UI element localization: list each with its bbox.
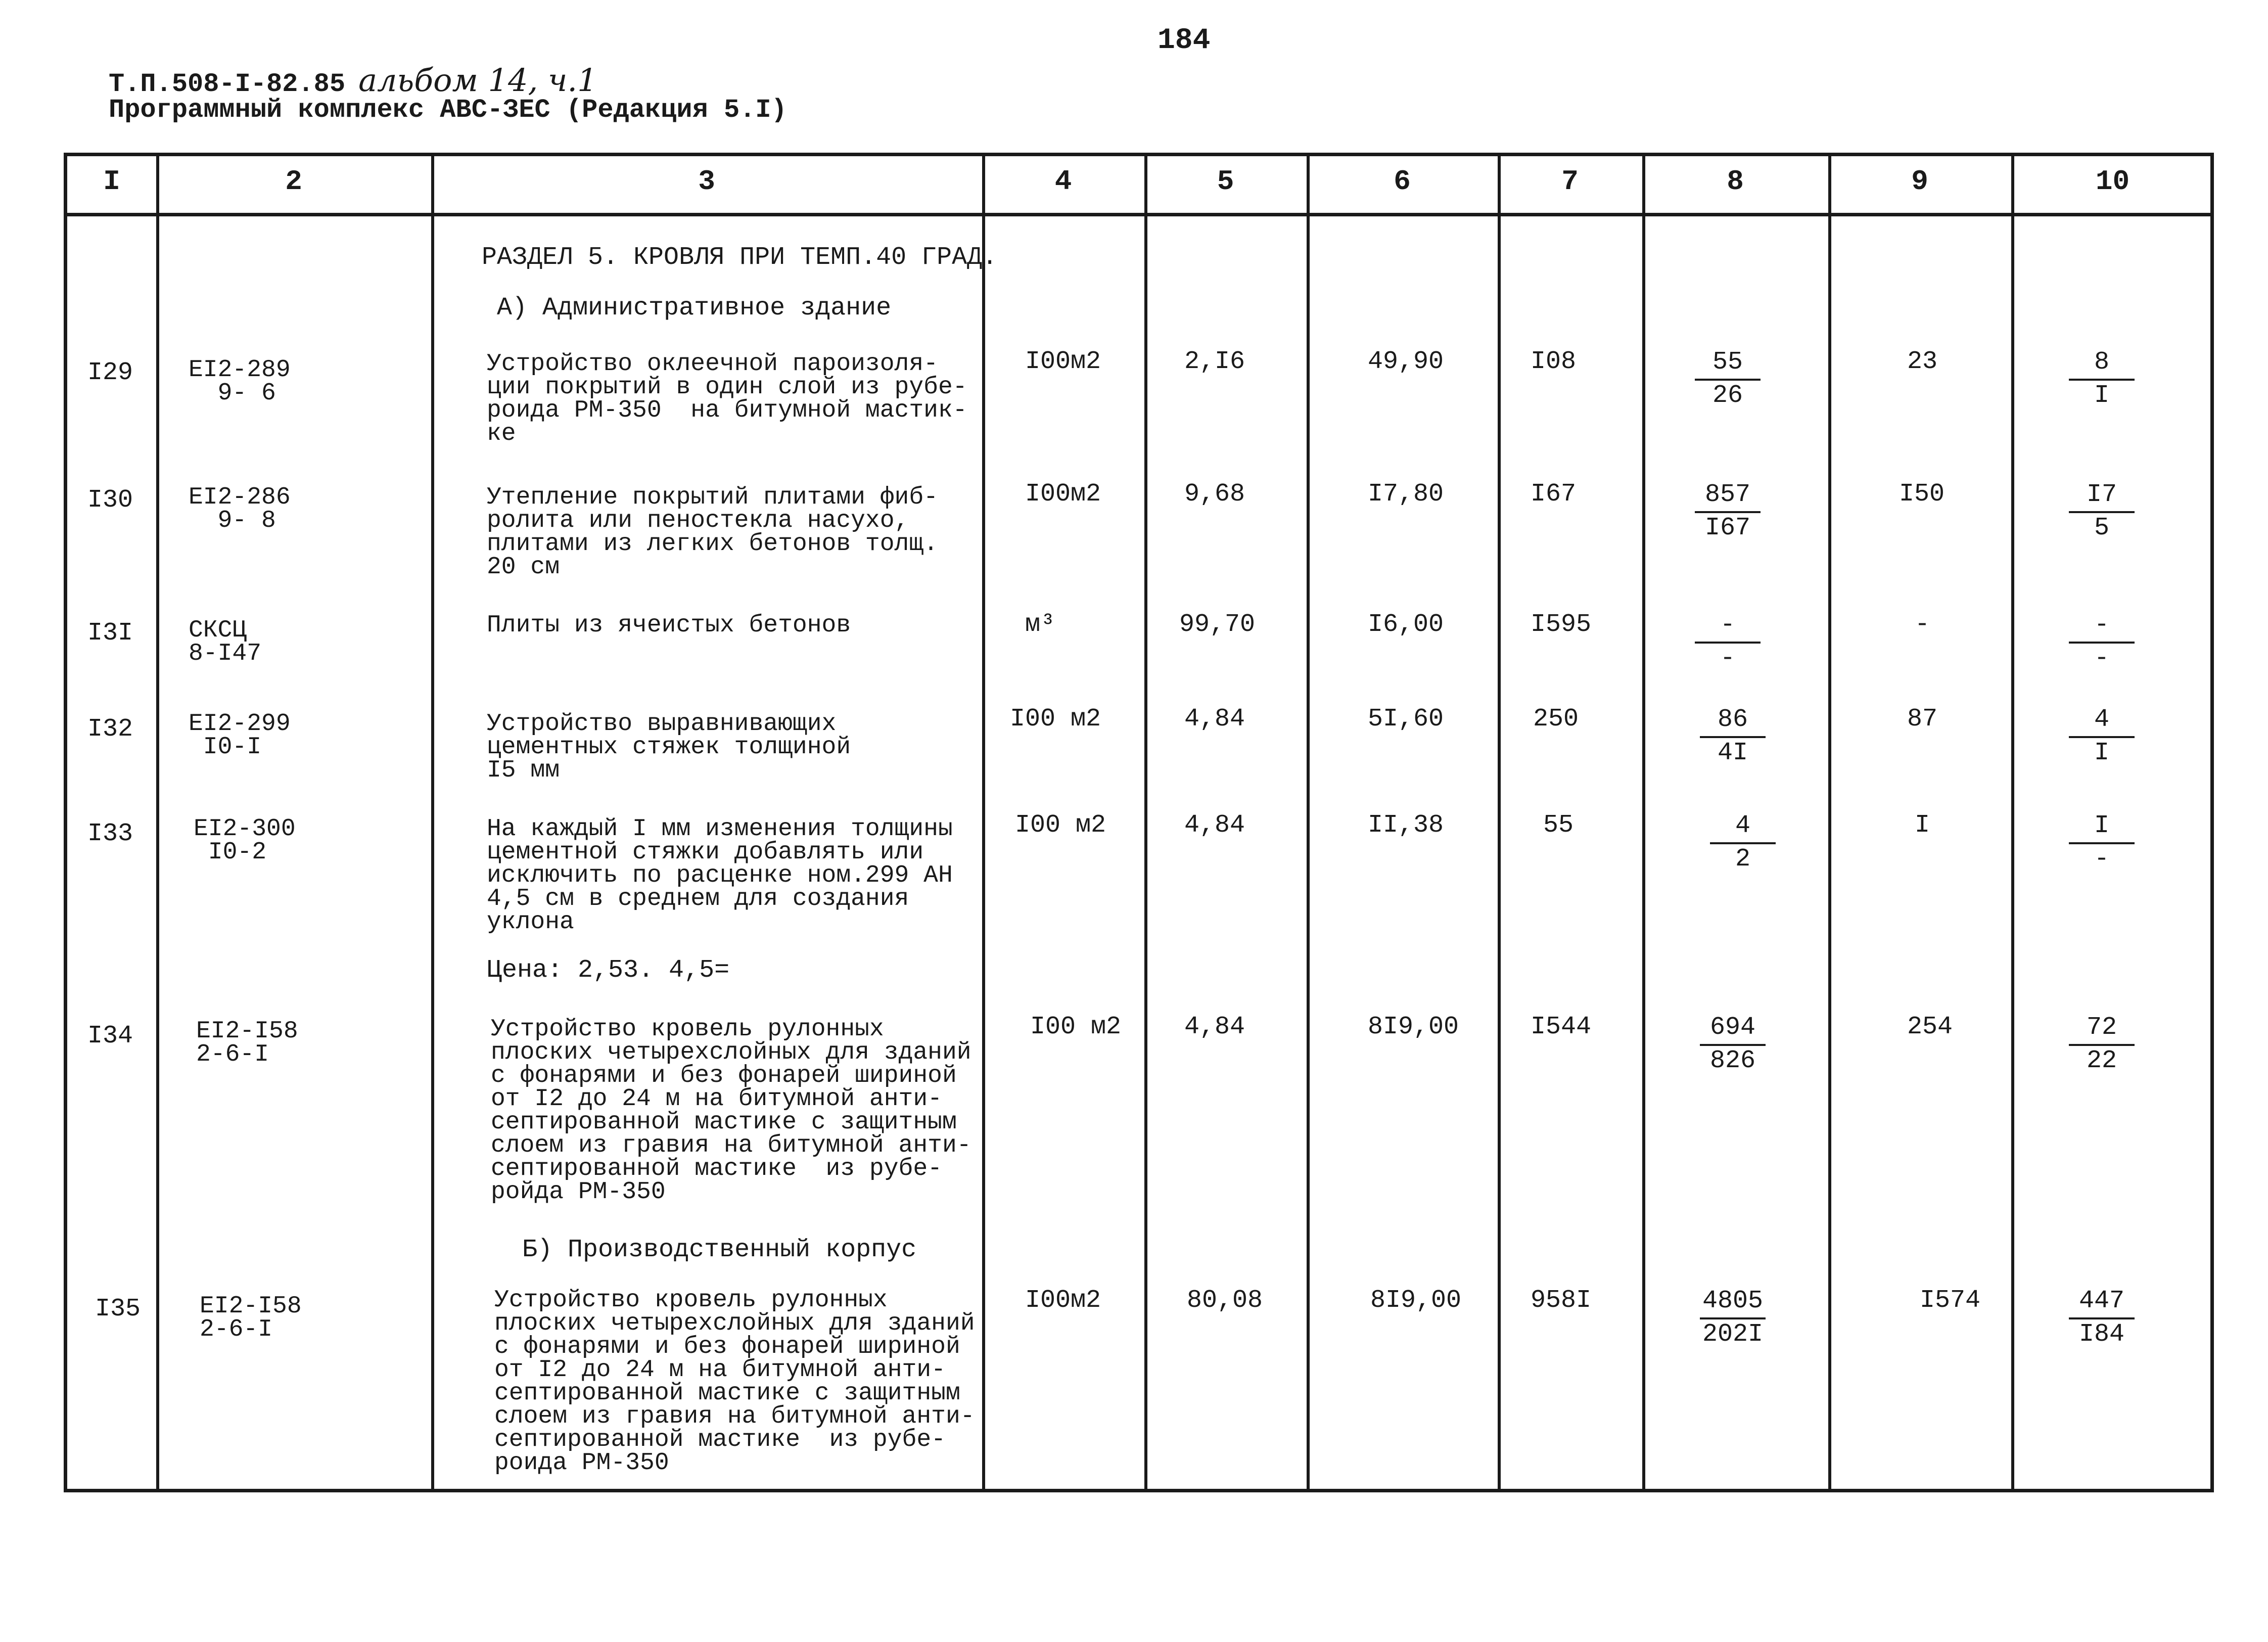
col10-fraction [2069,705,2135,768]
column-divider [1642,156,1645,1489]
total-cost: 250 [1533,705,1579,734]
col8-bottom: I67 [1704,514,1750,542]
unit: м³ [1025,610,1056,639]
column-header-3: 3 [698,165,715,198]
col10-bottom: - [2094,644,2109,673]
col8-fraction [1695,480,1761,543]
work-description: Утепление покрытий плитами фиб- ролита или пеностекла насухо, плитами из легких бетонов толщ. 20 см [487,484,938,581]
estimate-table [64,153,2214,1492]
col10-top: 72 [2069,1013,2135,1046]
work-description: На каждый I мм изменения толщины цементной стяжки добавлять или исключить по расценке ном.299 АН 4,5 см в среднем для создания уклона [487,815,953,936]
col10-bottom: 5 [2094,514,2109,542]
work-description: Устройство кровель рулонных плоских четырехслойных для зданий с фонарями и без фонарей шириной от I2 до 24 м на битумной анти- септированной мастике с защитным слоем из гравия на битумной анти- септированной мастике из рубе- ройда РМ-350 [491,1016,971,1206]
col8-fraction [1700,1013,1766,1076]
quantity: 4,84 [1184,705,1245,734]
rate-code: СКСЦ 8-I47 [189,617,262,667]
column-header-7: 7 [1561,165,1579,198]
column-header-2: 2 [285,165,302,198]
work-description: Устройство кровель рулонных плоских четырехслойных для зданий с фонарями и без фонарей шириной от I2 до 24 м на битумной анти- септированной мастике с защитным слоем из гравия на битумной анти- септированной мастике из рубе- роида РМ-350 [494,1287,975,1477]
column-header-1: I [103,165,120,198]
column-divider [1144,156,1147,1489]
col8-top: 4805 [1700,1286,1766,1319]
column-divider [1828,156,1831,1489]
row-number: I35 [95,1295,141,1324]
col8-top: 694 [1700,1013,1766,1046]
col9-value: 254 [1907,1013,1953,1041]
total-cost: 55 [1543,811,1574,840]
total-cost: I544 [1531,1013,1592,1041]
col10-top: 8 [2069,347,2135,381]
total-cost: I08 [1531,347,1577,376]
row-number: I32 [87,715,133,744]
col8-fraction [1695,347,1761,411]
col8-top: 86 [1700,705,1766,738]
quantity: 9,68 [1184,480,1245,509]
rate-code: EI2-299 I0-I [189,710,291,761]
col8-bottom: 826 [1709,1046,1755,1075]
col10-bottom: 22 [2086,1046,2117,1075]
col8-bottom: 26 [1712,381,1743,410]
rate-code: EI2-I58 2-6-I [196,1018,298,1068]
total-cost: I595 [1531,610,1592,639]
subsection-administrative: А) Административное здание [497,294,892,323]
unit-price: I7,80 [1368,480,1444,509]
col10-bottom: I [2094,739,2109,767]
quantity: 4,84 [1184,811,1245,840]
column-divider [1307,156,1310,1489]
column-header-5: 5 [1217,165,1234,198]
col10-fraction [2069,1286,2135,1350]
rate-code: EI2-286 9- 8 [189,484,291,534]
col8-fraction [1710,811,1776,875]
quantity: 4,84 [1184,1013,1245,1041]
col10-bottom: I [2094,381,2109,410]
col10-top: I7 [2069,480,2135,513]
col9-value: - [1915,610,1930,639]
unit-price: 5I,60 [1368,705,1444,734]
section-title: РАЗДЕЛ 5. КРОВЛЯ ПРИ ТЕМП.40 ГРАД. [482,243,998,272]
col8-bottom: 2 [1735,845,1750,874]
quantity: 80,08 [1187,1286,1263,1315]
work-description: Устройство оклеечной пароизоля- ции покрытий в один слой из рубе- роида РМ-350 на битумной мастик- ке [487,350,967,447]
col10-fraction [2069,347,2135,411]
column-divider [1498,156,1501,1489]
col8-fraction [1695,610,1761,674]
row-number: I33 [87,819,133,848]
unit: I00м2 [1025,1286,1101,1315]
column-divider [156,156,159,1489]
col8-top: 857 [1695,480,1761,513]
unit-price: II,38 [1368,811,1444,840]
col8-top: 55 [1695,347,1761,381]
work-description: Плиты из ячеистых бетонов [487,612,851,639]
document-subtitle: Программный комплекс АВС-ЗЕС (Редакция 5.I) [109,95,787,125]
doc-ref: Т.П.508-I-82.85 [109,69,346,99]
col10-top: 4 [2069,705,2135,738]
col10-top: I [2069,811,2135,844]
col10-fraction [2069,610,2135,674]
rate-code: EI2-289 9- 6 [189,356,291,407]
col10-fraction [2069,811,2135,875]
col9-value: I [1915,811,1930,840]
subsection-production: Б) Производственный корпус [522,1236,917,1264]
col8-bottom: 202I [1702,1320,1764,1349]
column-header-10: 10 [2095,165,2130,198]
col10-bottom: I84 [2078,1320,2124,1349]
unit-price: 8I9,00 [1368,1013,1459,1041]
unit: I00м2 [1025,480,1101,509]
column-header-8: 8 [1727,165,1744,198]
unit: I00м2 [1025,347,1101,376]
quantity: 2,I6 [1184,347,1245,376]
header-divider [67,213,2210,216]
col10-fraction [2069,1013,2135,1076]
col8-fraction [1700,1286,1766,1350]
col9-value: 87 [1907,705,1938,734]
column-divider [2011,156,2014,1489]
quantity: 99,70 [1179,610,1256,639]
column-divider [982,156,985,1489]
col8-top: 4 [1710,811,1776,844]
rate-code: EI2-I58 2-6-I [200,1293,302,1343]
col10-top: - [2069,610,2135,644]
document-reference [109,62,597,99]
col9-value: 23 [1907,347,1938,376]
col8-top: - [1695,610,1761,644]
total-cost: I67 [1531,480,1577,509]
page-number: 184 [1158,24,1211,57]
col8-bottom: - [1720,644,1735,673]
column-header-6: 6 [1394,165,1411,198]
column-divider [431,156,434,1489]
row-number: I3I [87,619,133,648]
col10-top: 447 [2069,1286,2135,1319]
unit: I00 м2 [1030,1013,1122,1041]
unit: I00 м2 [1015,811,1106,840]
row-number: I34 [87,1022,133,1051]
total-cost: 958I [1531,1286,1592,1315]
row-number: I29 [87,358,133,387]
col9-value: I50 [1899,480,1945,509]
work-description: Устройство выравнивающих цементных стяжек толщиной I5 мм [487,710,851,784]
column-header-4: 4 [1054,165,1072,198]
col8-bottom: 4I [1717,739,1748,767]
col8-fraction [1700,705,1766,768]
row-number: I30 [87,486,133,515]
col10-fraction [2069,480,2135,543]
col9-value: I574 [1920,1286,1981,1315]
rate-code: EI2-300 I0-2 [194,815,296,866]
col10-bottom: - [2094,845,2109,874]
column-header-9: 9 [1911,165,1928,198]
handwritten-album-note: альбом 14, ч.1 [358,62,597,99]
unit-price: 49,90 [1368,347,1444,376]
unit: I00 м2 [1010,705,1101,734]
price-note: Цена: 2,53. 4,5= [487,956,730,985]
unit-price: I6,00 [1368,610,1444,639]
unit-price: 8I9,00 [1370,1286,1462,1315]
